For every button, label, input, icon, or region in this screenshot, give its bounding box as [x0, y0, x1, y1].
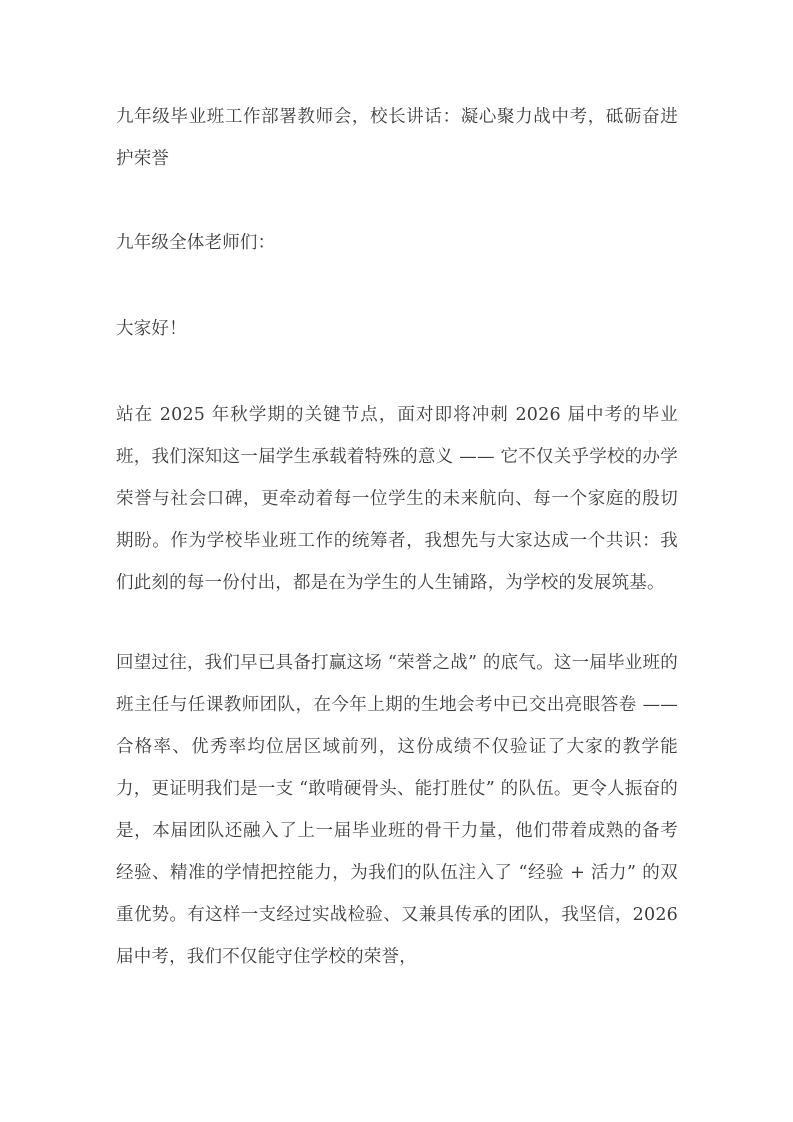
document-title: 九年级毕业班工作部署教师会，校长讲话：凝心聚力战中考，砥砺奋进护荣誉: [116, 107, 678, 169]
body-paragraph-1: 站在 2025 年秋学期的关键节点，面对即将冲刺 2026 届中考的毕业班，我们深知这一届学生承载着特殊的意义 —— 它不仅关乎学校的办学荣誉与社会口碑，更牵动着每一位学生的未来航向、每一个家庭的殷切期盼。作为学校毕业班工作的统筹者，我想先与大家达成一个共识：我们此刻的每一份付出，都是在为学生的人生铺路，为学校的发展筑基。: [116, 405, 678, 593]
greeting-line: 大家好！: [116, 319, 187, 339]
body-paragraph-2: 回望过往，我们早已具备打赢这场 “荣誉之战” 的底气。这一届毕业班的班主任与任课教师团队，在今年上期的生地会考中已交出亮眼答卷 —— 合格率、优秀率均位居区域前列，这份成绩不仅验证了大家的教学能力，更证明我们是一支 “敢啃硬骨头、能打胜仗” 的队伍。更令人振奋的是，本届团队还融入了上一届毕业班的骨干力量，他们带着成熟的备考经验、精准的学情把控能力，为我们的队伍注入了 “经验 + 活力” 的双重优势。有这样一支经过实战检验、又兼具传承的团队，我坚信，2026 届中考，我们不仅能守住学校的荣誉，: [116, 653, 678, 967]
salutation-line: 九年级全体老师们：: [116, 233, 276, 253]
document-text-body: [116, 96, 678, 978]
